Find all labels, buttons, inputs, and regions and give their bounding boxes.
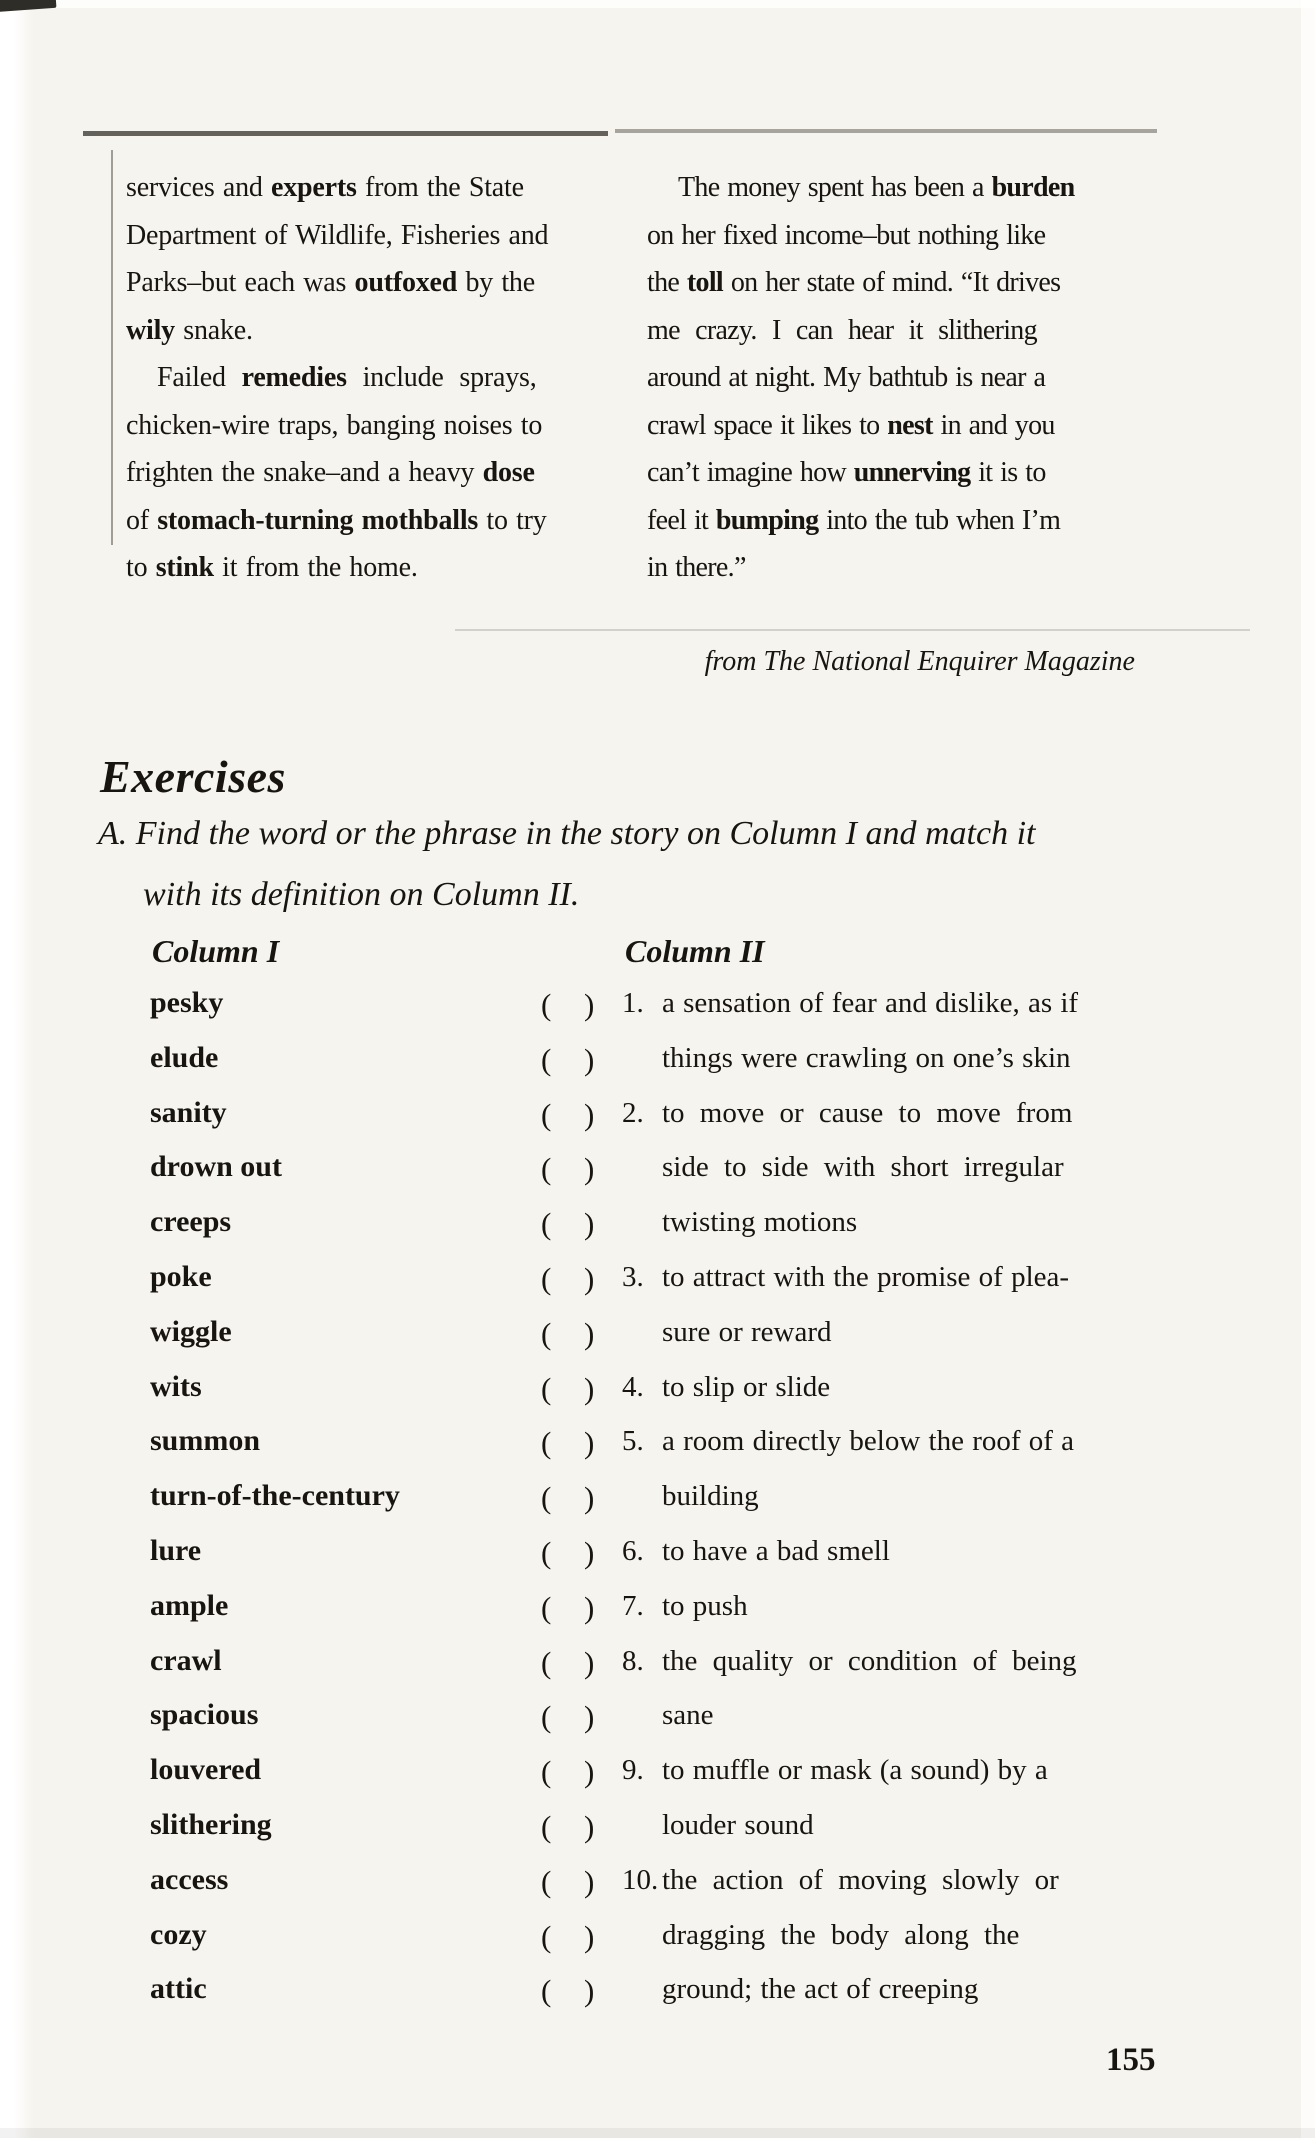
definition-number: 9. [622, 1754, 644, 1787]
answer-blank-close-paren: ) [584, 1370, 595, 1406]
answer-blank-open-paren: ( [541, 987, 552, 1022]
column1-word: spacious [150, 1698, 259, 1732]
column1-word: slithering [150, 1808, 272, 1841]
definition-text: side to side with short irregular [662, 1151, 1064, 1184]
definition-number: 5. [622, 1425, 644, 1458]
answer-blank-close-paren: ) [584, 1151, 595, 1187]
exercise-row [0, 1096, 1315, 1151]
column1-header: Column I [152, 933, 280, 969]
answer-blank-open-paren: ( [541, 1644, 552, 1680]
story-line: crawl space it likes to nest in and you [647, 409, 1055, 441]
definition-text: sure or reward [662, 1315, 832, 1348]
answer-blank-open-paren: ( [541, 1754, 552, 1790]
column1-word: ample [150, 1588, 229, 1622]
column1-word: creeps [150, 1205, 232, 1239]
page-edge-bottom [0, 2128, 1315, 2138]
definition-text: to muffle or mask (a sound) by a [662, 1754, 1048, 1787]
column1-word: sanity [150, 1095, 227, 1129]
column1-word: cozy [150, 1917, 207, 1951]
story-line: to stink it from the home. [126, 552, 418, 583]
answer-blank-close-paren: ) [584, 1096, 595, 1132]
definition-text: a sensation of fear and dislike, as if [662, 987, 1079, 1019]
column1-word: wiggle [150, 1314, 232, 1348]
story-line: services and experts from the State [126, 172, 524, 203]
answer-blank-close-paren: ) [584, 1261, 595, 1296]
definition-text: building [662, 1480, 759, 1513]
exercise-instruction-line-2: with its definition on Column II. [143, 876, 580, 913]
exercise-row [0, 1918, 1315, 1973]
story-attribution: from The National Enquirer Magazine [704, 646, 1135, 677]
answer-blank-open-paren: ( [541, 1863, 552, 1899]
definition-number: 6. [622, 1535, 644, 1567]
exercise-row [0, 1863, 1315, 1918]
story-line: chicken-wire traps, banging noises to [126, 409, 543, 441]
page-edge-top [0, 0, 1315, 8]
exercise-row [0, 1205, 1315, 1260]
column1-word: attic [150, 1972, 207, 2006]
answer-blank-close-paren: ) [584, 1973, 595, 2009]
story-line: Department of Wildlife, Fisheries and [126, 219, 549, 251]
story-line: me crazy. I can hear it slithering [647, 314, 1037, 346]
exercise-row [0, 1150, 1315, 1205]
exercise-row [0, 1479, 1315, 1534]
answer-blank-close-paren: ) [584, 1754, 595, 1790]
definition-text: sane [662, 1699, 714, 1732]
answer-blank-open-paren: ( [541, 1535, 552, 1570]
definition-text: to attract with the promise of plea- [662, 1261, 1070, 1293]
answer-blank-close-paren: ) [584, 1480, 595, 1516]
column1-word: access [150, 1862, 229, 1896]
scan-artifact-line [83, 131, 608, 136]
column1-word: pesky [150, 986, 224, 1019]
answer-blank-close-paren: ) [584, 1535, 595, 1570]
story-line: the toll on her state of mind. “It drives [647, 267, 1061, 298]
column1-word: poke [150, 1260, 212, 1293]
answer-blank-open-paren: ( [541, 1589, 552, 1625]
exercise-row [0, 1424, 1315, 1479]
exercises-heading: Exercises [100, 751, 286, 802]
definition-number: 4. [622, 1370, 644, 1403]
exercise-row [0, 1315, 1315, 1370]
story-line: wily snake. [126, 314, 253, 346]
scan-artifact-line [455, 629, 1250, 631]
definition-text: ground; the act of creeping [662, 1973, 979, 2006]
answer-blank-close-paren: ) [584, 1699, 595, 1735]
answer-blank-close-paren: ) [584, 1809, 595, 1844]
column1-word: crawl [150, 1643, 222, 1677]
exercise-row [0, 986, 1315, 1041]
definition-text: to have a bad smell [662, 1535, 890, 1567]
answer-blank-open-paren: ( [541, 1261, 552, 1296]
exercise-row [0, 1698, 1315, 1753]
definition-number: 3. [622, 1261, 644, 1293]
column1-word: lure [150, 1534, 202, 1567]
definition-text: to move or cause to move from [662, 1096, 1073, 1129]
story-line: Parks–but each was outfoxed by the [126, 267, 535, 298]
exercise-row [0, 1644, 1315, 1699]
column1-word: elude [150, 1040, 219, 1074]
scan-artifact-line [615, 129, 1157, 133]
definition-text: the quality or condition of being [662, 1644, 1077, 1677]
story-line: The money spent has been a burden [678, 172, 1075, 203]
definition-number: 1. [622, 987, 644, 1019]
answer-blank-open-paren: ( [541, 1096, 552, 1132]
definition-text: a room directly below the roof of a [662, 1425, 1075, 1458]
exercise-row [0, 1753, 1315, 1808]
answer-blank-open-paren: ( [541, 1699, 552, 1735]
definition-number: 2. [622, 1096, 644, 1129]
definition-number: 7. [622, 1589, 644, 1622]
story-line: frighten the snake–and a heavy dose [126, 457, 535, 488]
exercise-row [0, 1589, 1315, 1644]
answer-blank-close-paren: ) [584, 1041, 595, 1077]
definition-text: louder sound [662, 1809, 814, 1841]
story-line: in there.” [647, 552, 746, 583]
answer-blank-open-paren: ( [541, 1315, 552, 1351]
answer-blank-open-paren: ( [541, 1425, 552, 1461]
definition-number: 8. [622, 1644, 644, 1677]
column1-word: turn-of-the-century [150, 1479, 400, 1513]
column1-word: wits [150, 1369, 202, 1403]
answer-blank-close-paren: ) [584, 1589, 595, 1625]
exercise-row [0, 1972, 1315, 2027]
exercise-row [0, 1534, 1315, 1589]
exercise-row [0, 1260, 1315, 1315]
answer-blank-close-paren: ) [584, 1918, 595, 1954]
exercise-row [0, 1041, 1315, 1096]
answer-blank-open-paren: ( [541, 1041, 552, 1077]
answer-blank-open-paren: ( [541, 1480, 552, 1516]
answer-blank-close-paren: ) [584, 987, 595, 1022]
answer-blank-close-paren: ) [584, 1206, 595, 1242]
definition-text: to push [662, 1589, 748, 1622]
story-column-left [126, 164, 548, 592]
answer-blank-open-paren: ( [541, 1151, 552, 1187]
definition-text: the action of moving slowly or [662, 1863, 1059, 1896]
story-line: can’t imagine how unnerving it is to [647, 457, 1046, 488]
answer-blank-open-paren: ( [541, 1918, 552, 1954]
story-line: Failed remedies include sprays, [157, 362, 537, 393]
matching-exercise-rows [0, 986, 1315, 2034]
definition-text: dragging the body along the [662, 1918, 1020, 1951]
answer-blank-open-paren: ( [541, 1206, 552, 1242]
column1-word: drown out [150, 1150, 282, 1184]
story-line: on her fixed income–but nothing like [647, 219, 1046, 251]
answer-blank-close-paren: ) [584, 1315, 595, 1351]
answer-blank-close-paren: ) [584, 1644, 595, 1680]
column1-word: summon [150, 1424, 261, 1458]
exercise-row [0, 1808, 1315, 1863]
definition-text: to slip or slide [662, 1370, 831, 1403]
answer-blank-open-paren: ( [541, 1809, 552, 1844]
story-column-right [647, 164, 1075, 592]
answer-blank-open-paren: ( [541, 1973, 552, 2009]
scan-artifact-fold-line [111, 150, 113, 545]
column1-word: louvered [150, 1753, 262, 1787]
exercise-row [0, 1370, 1315, 1425]
column2-header: Column II [625, 933, 765, 969]
story-line: of stomach-turning mothballs to try [126, 504, 547, 536]
page-number: 155 [1106, 2042, 1156, 2078]
definition-text: things were crawling on one’s skin [662, 1041, 1071, 1074]
answer-blank-open-paren: ( [541, 1370, 552, 1406]
story-line: feel it bumping into the tub when I’m [647, 504, 1061, 536]
answer-blank-close-paren: ) [584, 1863, 595, 1899]
story-line: around at night. My bathtub is near a [647, 362, 1046, 393]
definition-text: twisting motions [662, 1206, 858, 1239]
exercise-instruction-line-1: A. Find the word or the phrase in the story on Column I and match it [98, 815, 1036, 852]
definition-number: 10. [622, 1863, 659, 1896]
answer-blank-close-paren: ) [584, 1425, 595, 1461]
